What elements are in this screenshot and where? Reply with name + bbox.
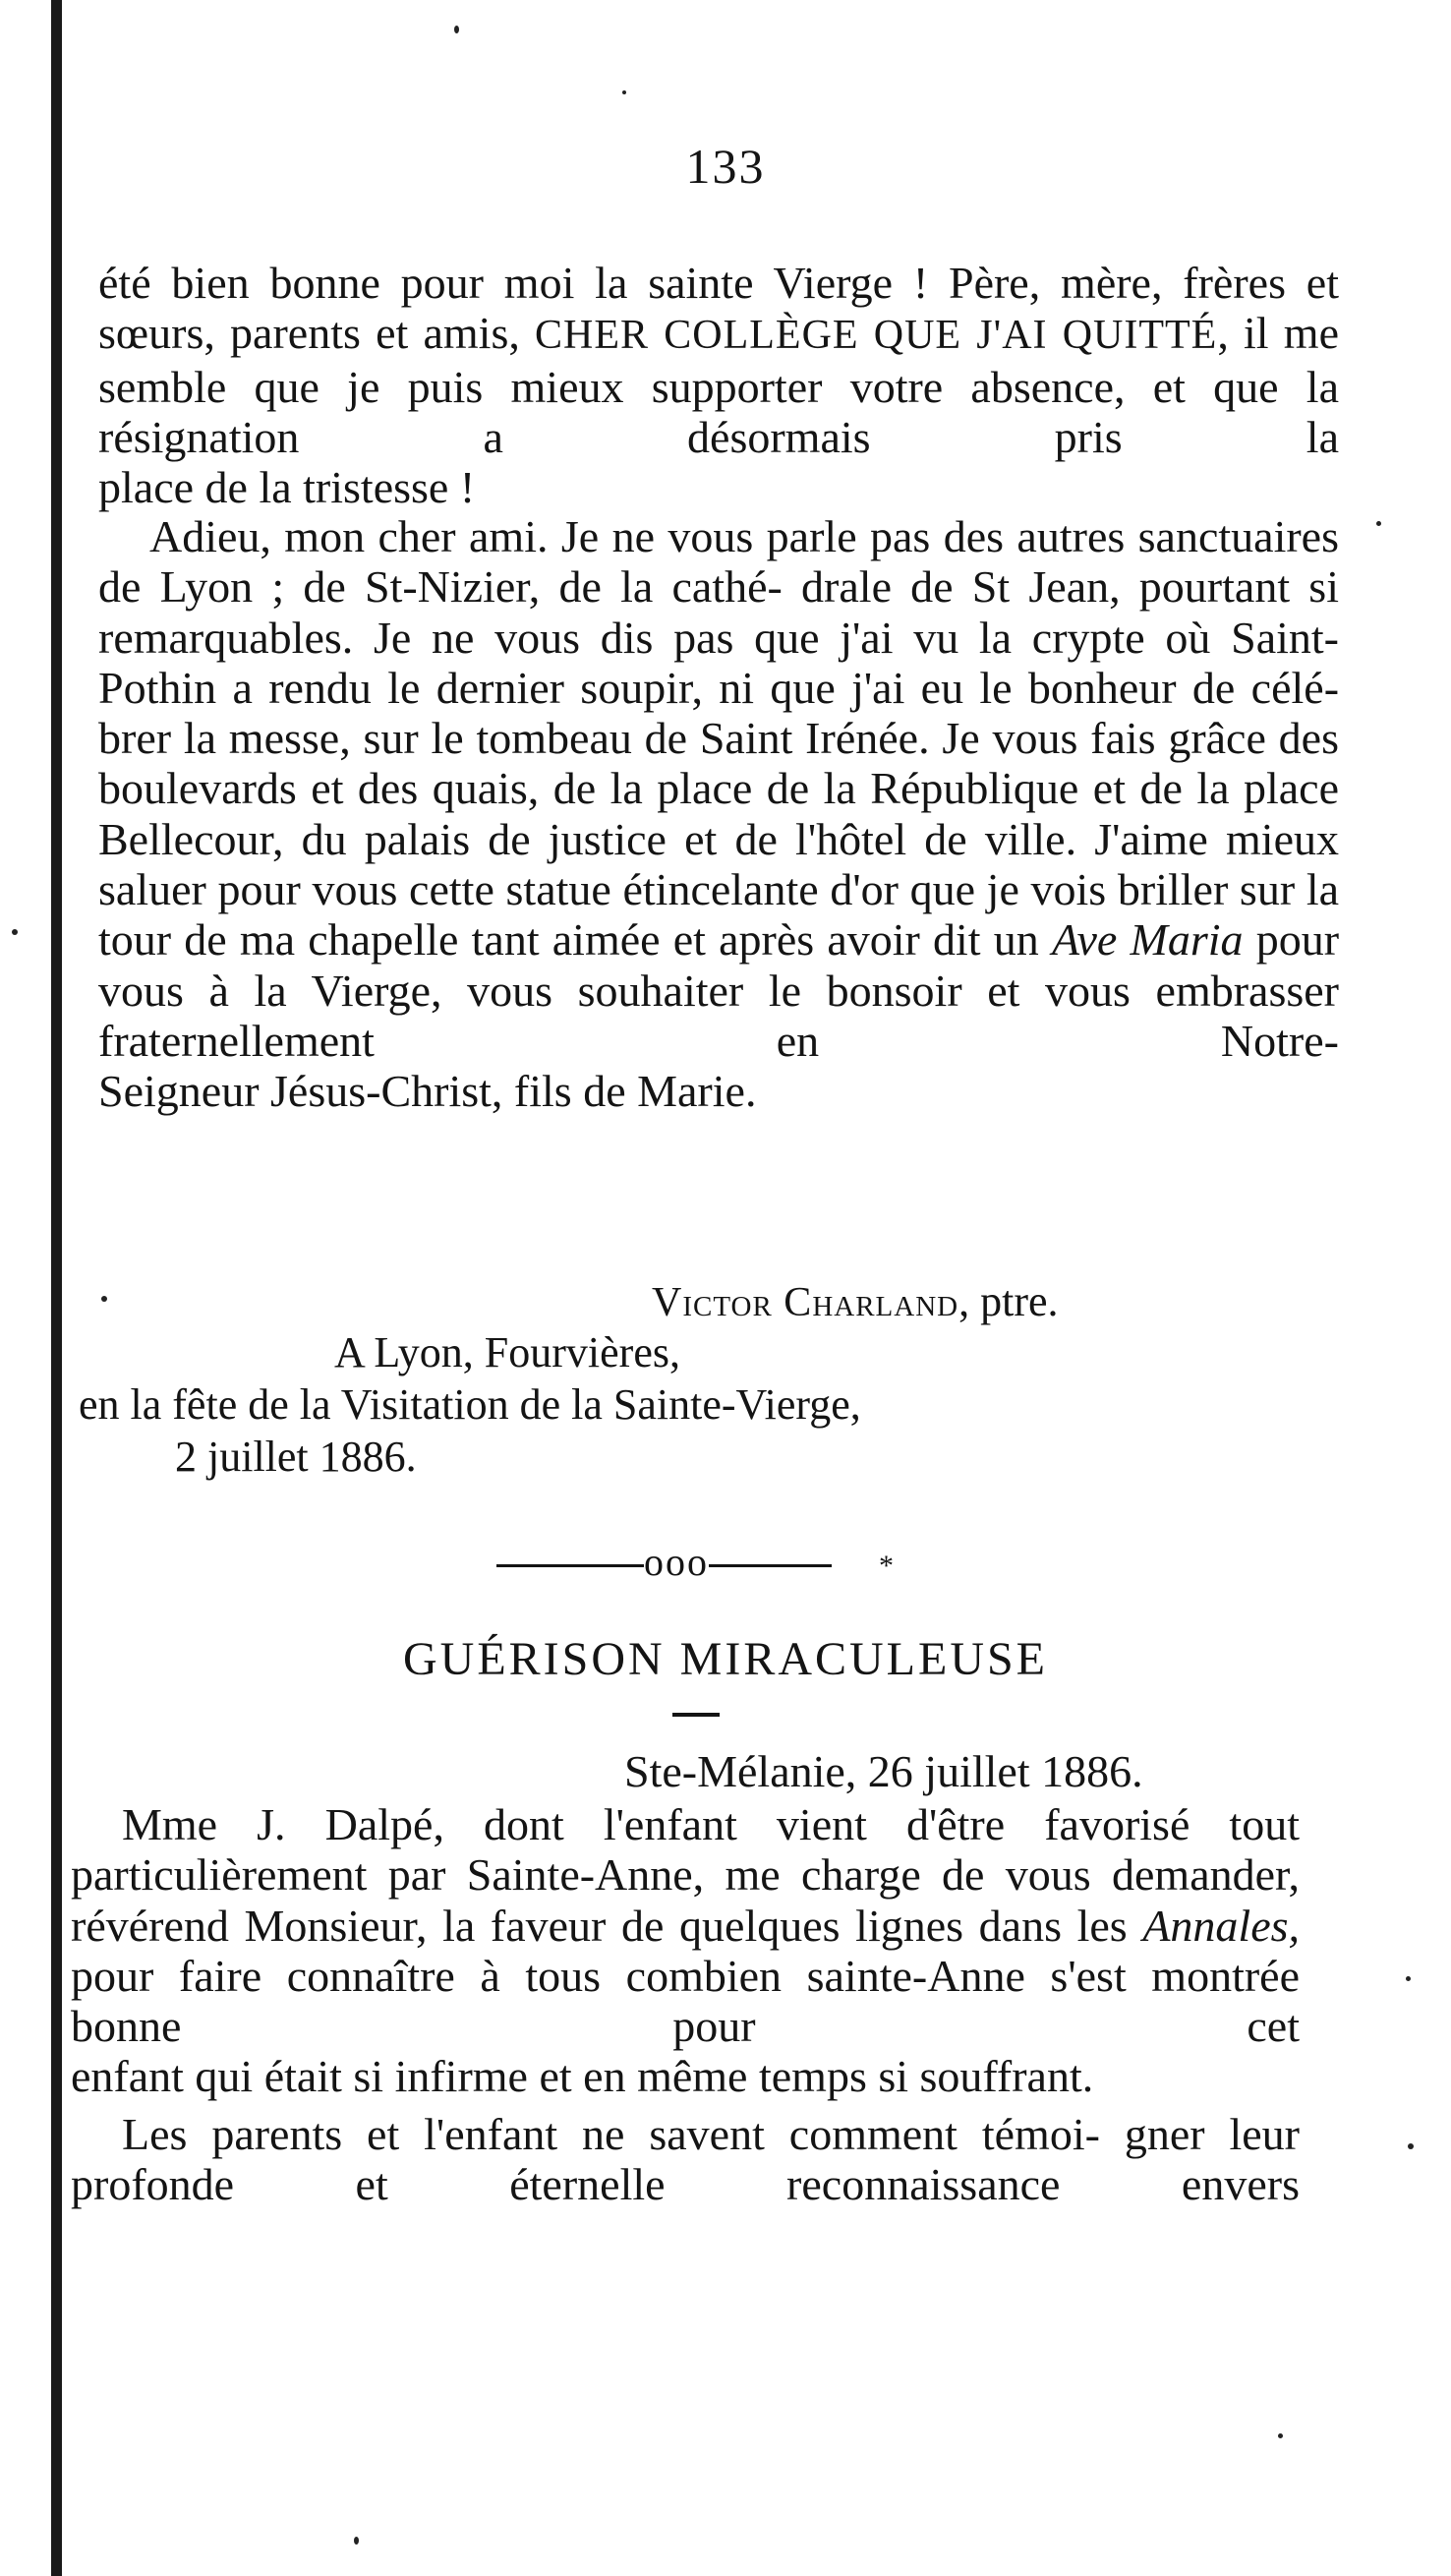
text-line: drale de St Jean, pourtant si remarquables. Je ne — [98, 561, 1339, 663]
text-line: Les parents et l'enfant ne savent comment témoi- — [122, 2109, 1100, 2159]
text-line: vous dis pas que j'ai vu la crypte où Saint-Pothin a — [98, 612, 1339, 713]
signature-place: A Lyon, Fourvières, — [334, 1328, 680, 1376]
text-line: bonsoir et vous embrasser fraternellement en Notre- — [98, 965, 1339, 1066]
text-line: gner leur profonde et éternelle reconnaissance envers — [71, 2109, 1300, 2210]
text-line: Adieu, mon cher ami. Je ne vous parle pas des — [149, 511, 1005, 561]
signature-name: Victor Charland — [652, 1280, 959, 1325]
text-fragment: pour faire connaître à tous — [71, 1950, 602, 2001]
scan-speck — [622, 90, 626, 94]
page-number: 133 — [685, 139, 766, 194]
text-line: la République et de la place Bellecour, du palais de — [98, 763, 1339, 864]
divider-mark: * — [879, 1550, 896, 1582]
annales-italic: Annales, — [1142, 1900, 1301, 1951]
article-paragraph-2 — [71, 2109, 1300, 2210]
text-line: justice et de l'hôtel de ville. J'aime mieux saluer pour — [98, 813, 1339, 915]
signature-name-line — [652, 1276, 1059, 1328]
paragraph-2 — [98, 511, 1339, 1117]
scan-speck — [101, 1296, 107, 1302]
binding-edge — [51, 0, 62, 2576]
text-line: été bien bonne pour moi la sainte Vierge ! Père, mère, — [98, 258, 1163, 308]
text-line-last: enfant qui était si infirme et en même temps si souffrant. — [71, 2051, 1094, 2102]
ave-maria-italic: Ave Maria — [1051, 914, 1244, 966]
signature-occasion: en la fête de la Visitation de la Sainte-Vierge, — [79, 1380, 861, 1429]
text-line: demander, révérend Monsieur, la faveur de quelques — [71, 1849, 1301, 1951]
scan-speck — [1278, 2433, 1283, 2438]
text-line: fais grâce des boulevards et des quais, de la place de — [98, 713, 1339, 814]
emphasis-smallcaps: J'AI QUITTÉ — [976, 313, 1218, 359]
divider-rule-right — [709, 1564, 832, 1567]
article-paragraph-2-text — [71, 2109, 1300, 2210]
article-title: GUÉRISON MIRACULEUSE — [402, 1633, 1048, 1685]
text-line: combien sainte-Anne s'est montrée bonne pour cet — [71, 1950, 1301, 2052]
text-fragment: pour vous à la Vierge, vous souhaiter le — [98, 914, 1340, 1016]
text-fragment: lignes dans les — [855, 1900, 1128, 1951]
scan-speck — [12, 929, 18, 935]
divider-text: ooo — [644, 1540, 709, 1584]
text-line: vous cette statue étincelante d'or que je vois briller sur — [312, 864, 1296, 915]
title-rule — [672, 1713, 720, 1717]
signature-date: 2 juillet 1886. — [175, 1433, 417, 1481]
paragraph-1 — [98, 258, 1339, 512]
text-line: Mme J. Dalpé, dont l'enfant vient d'être favorisé tout — [122, 1799, 1300, 1849]
paragraph-1-text — [98, 258, 1339, 512]
scan-speck — [1408, 2143, 1414, 2149]
text-line: la tour de ma chapelle tant aimée et après avoir dit un — [98, 864, 1340, 966]
scan-speck — [354, 2537, 359, 2545]
article-paragraph-1 — [71, 1799, 1300, 2102]
scan-speck — [1406, 1976, 1411, 1981]
paragraph-2-text — [98, 511, 1339, 1117]
article-paragraph-1-text — [71, 1799, 1300, 2102]
text-line: autres sanctuaires de Lyon ; de St-Nizier, de la cathé- — [98, 511, 1339, 613]
text-line-last: Seigneur Jésus-Christ, fils de Marie. — [98, 1066, 757, 1117]
text-line-last: place de la tristesse ! — [98, 462, 476, 513]
section-divider — [496, 1539, 896, 1585]
text-line: votre absence, et que la résignation a désormais pris la — [98, 361, 1339, 462]
scan-speck — [454, 26, 459, 33]
article-dateline: Ste-Mélanie, 26 juillet 1886. — [624, 1746, 1143, 1796]
scan-speck — [1376, 521, 1381, 526]
signature-title: , ptre. — [958, 1277, 1059, 1325]
text-line: brer la messe, sur le tombeau de Saint Irénée. Je vous — [98, 713, 1078, 764]
text-line: particulièrement par Sainte-Anne, me charge de vous — [71, 1849, 1091, 1901]
text-line: rendu le dernier soupir, ni que j'ai eu le bonheur de célé- — [268, 662, 1340, 713]
text-fragment: frères et sœurs, parents et amis, — [98, 258, 1339, 359]
text-fragment: , il me semble que je puis mieux supporter — [98, 308, 1339, 412]
divider-rule-left — [496, 1564, 644, 1567]
emphasis-smallcaps: CHER COLLÈGE QUE — [535, 313, 962, 359]
